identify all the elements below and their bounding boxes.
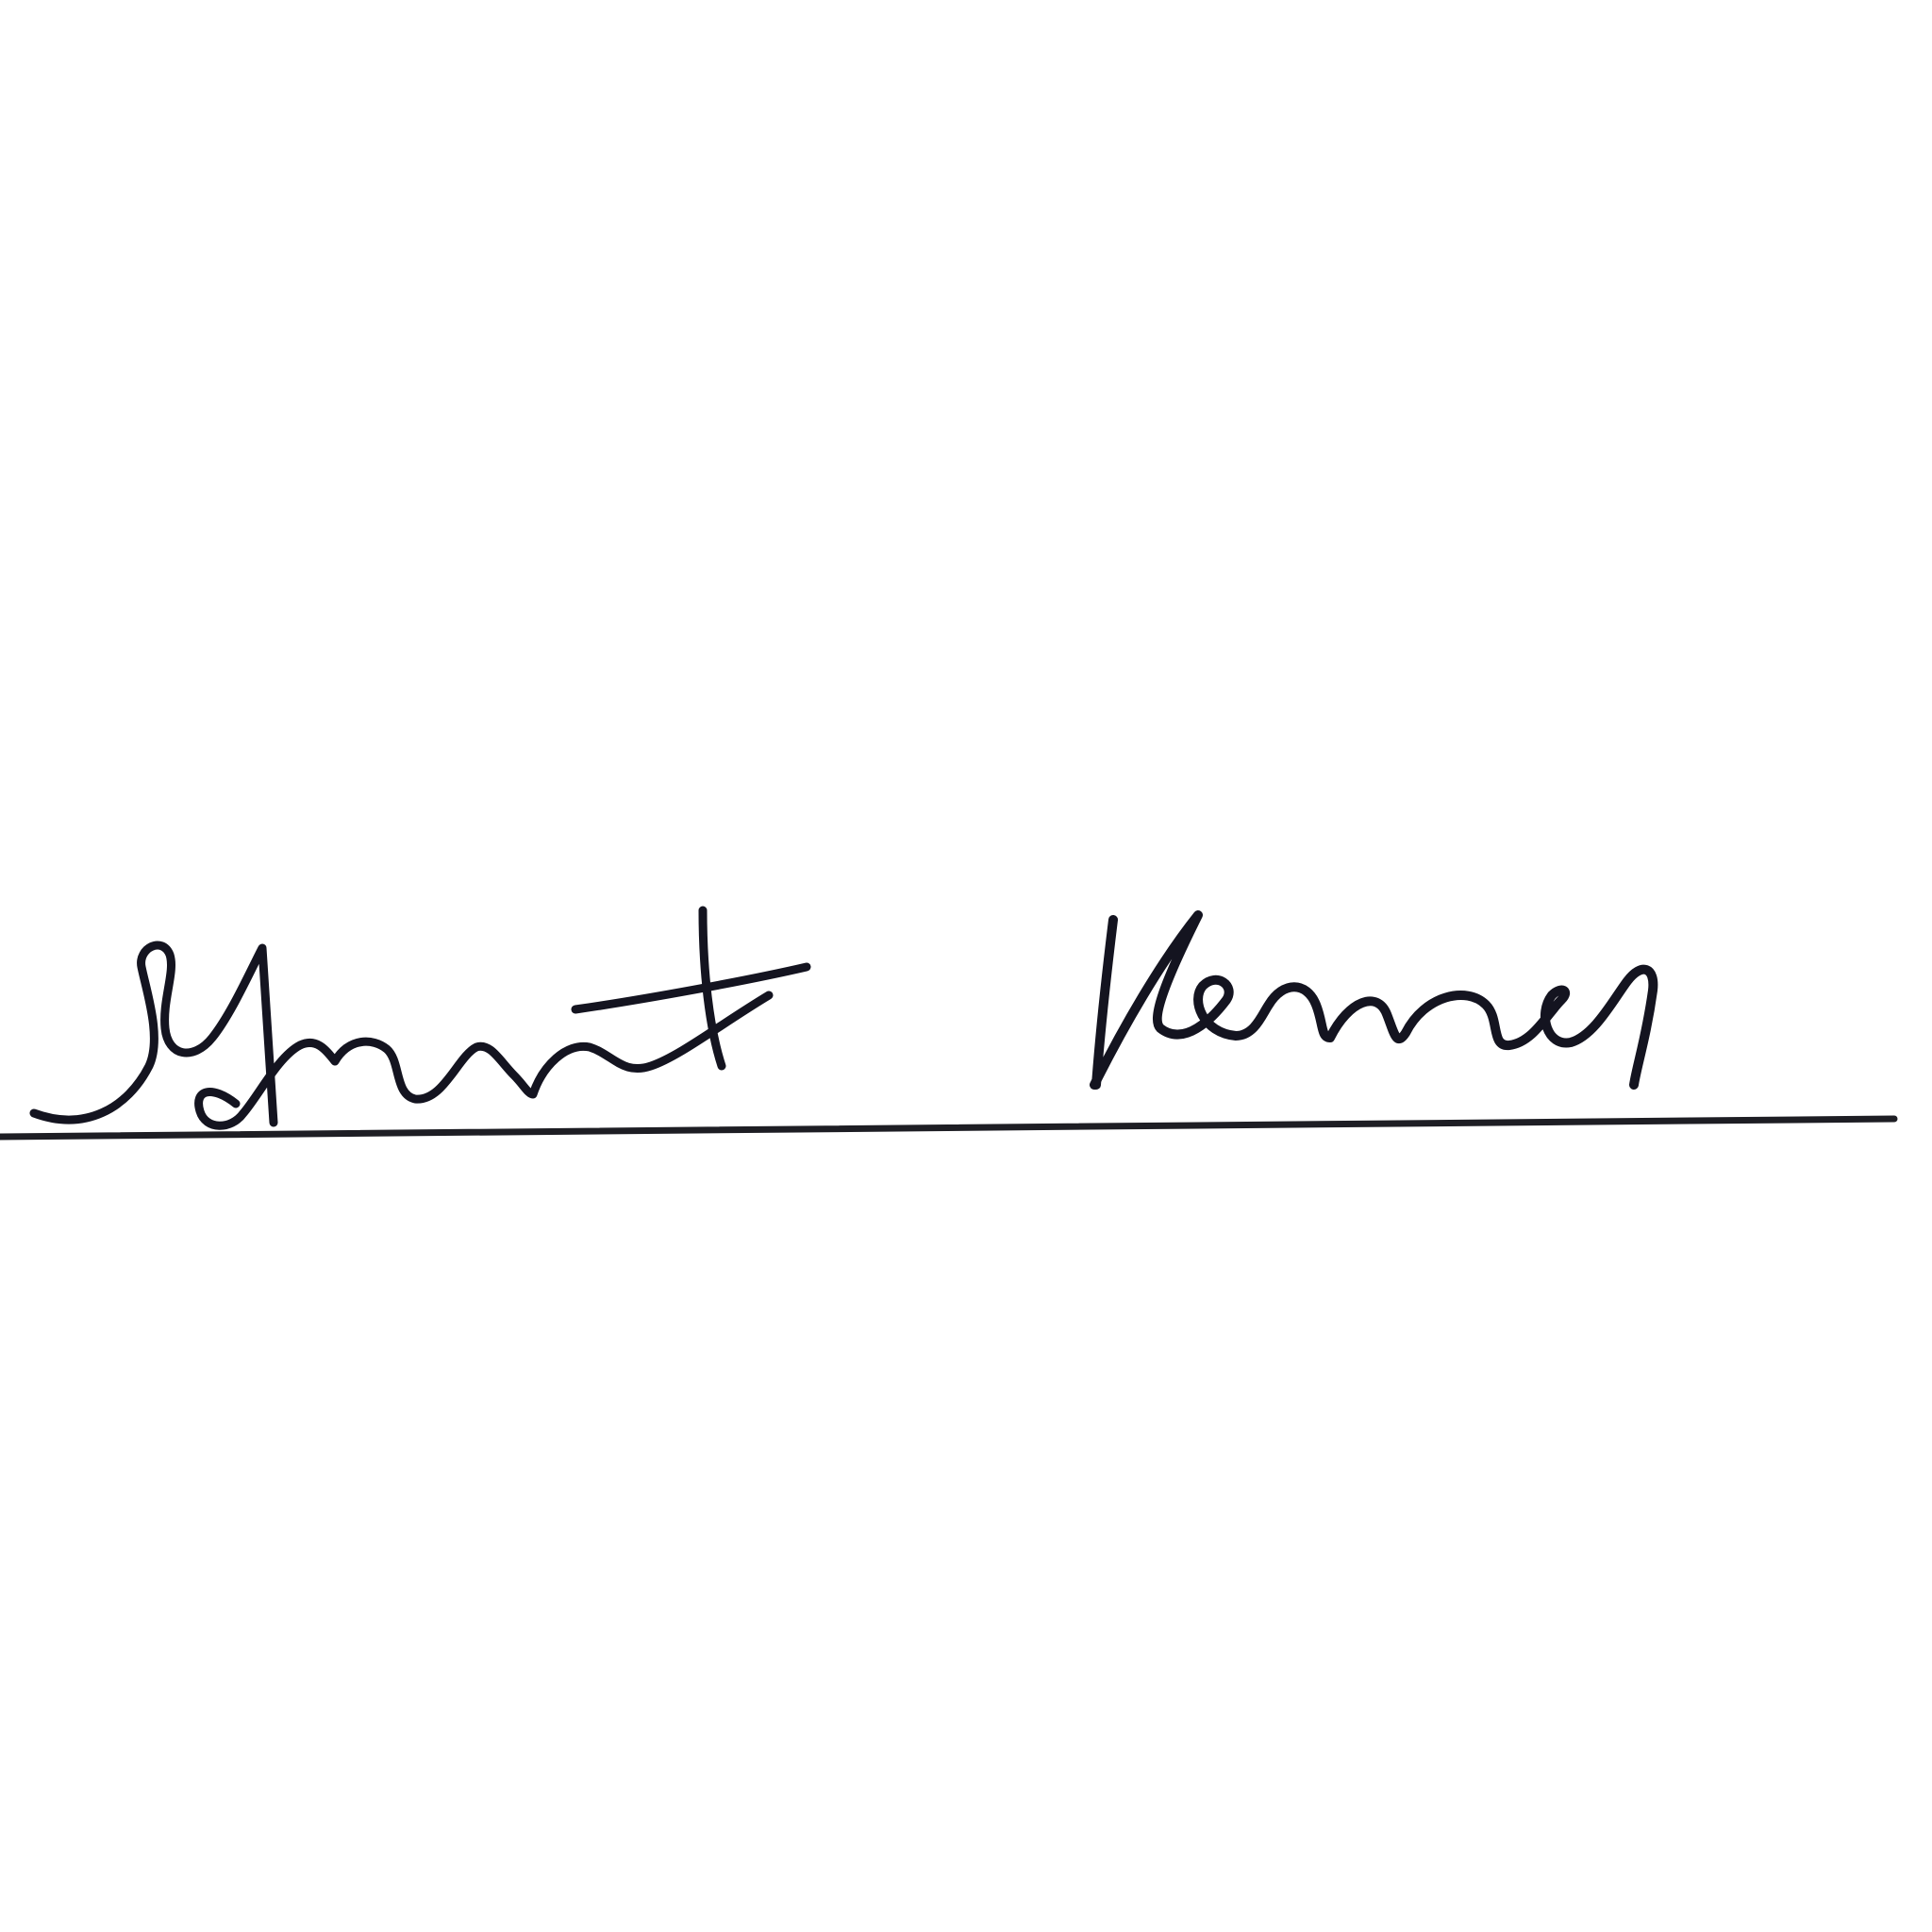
signature-stroke bbox=[1094, 915, 1653, 1085]
signature-second-word bbox=[1094, 915, 1653, 1085]
signature-line bbox=[0, 1119, 1894, 1137]
signature-first-word bbox=[34, 910, 807, 1125]
signature-stroke bbox=[34, 945, 274, 1123]
signature-stroke bbox=[199, 995, 769, 1125]
signature-stroke bbox=[575, 967, 807, 1009]
